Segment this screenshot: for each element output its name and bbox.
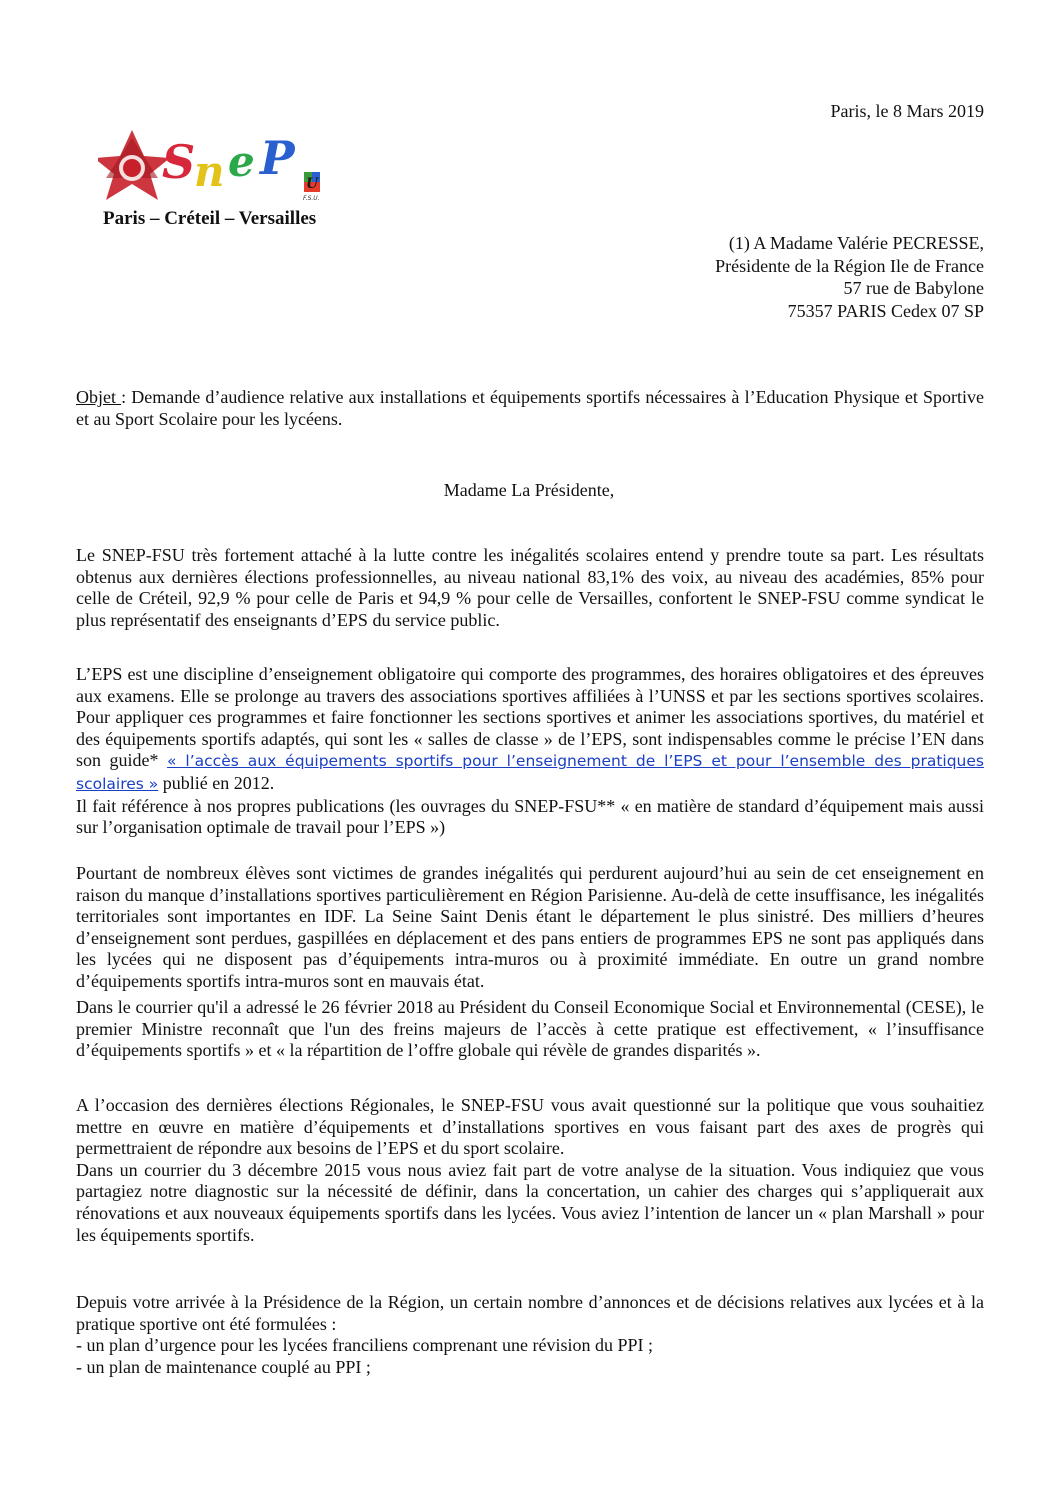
recipient-line: 57 rue de Babylone [843,278,984,298]
salutation: Madame La Présidente, [443,480,615,500]
paragraph-text: Il fait référence à nos propres publications (les ouvrages du SNEP-FSU** « en matière de standard d’équipement mais aussi sur l’organisation optimale de travail pour l’EPS ») [76,795,984,838]
recipient-line: 75357 PARIS Cedex 07 SP [787,300,984,321]
svg-text:U: U [306,176,319,192]
paragraph-announcements [76,1292,984,1378]
organization-name: Paris – Créteil – Versailles [103,208,317,229]
recipient-line: Présidente de la Région Ile de France [715,255,984,276]
paragraph-text: Depuis votre arrivée à la Présidence de la Région, un certain nombre d’annonces et de décisions relatives aux lycées et à la pratique sportive ont été formulées : [76,1292,984,1334]
svg-text:F.S.U.: F.S.U. [303,195,320,202]
subject-line [76,387,984,430]
svg-text:P: P [260,131,295,185]
subject-text: : Demande d’audience relative aux installations et équipements sportifs nécessaires à l’Education Physique et Sportive et au Sport Scolaire pour les lycéens. [76,387,984,429]
paragraph-text: Dans un courrier du 3 décembre 2015 vous nous aviez fait part de votre analyse de la situation. Vous indiquiez que vous partagiez notre diagnostic sur la nécessité de définir, dans la concertation, un cahier des charges qui s’appliquerait aux rénovations et aux nouveaux équipements sportifs dans les lycées. Vous aviez l’intention de lancer un « plan Marshall » pour les équipements sportifs. [76,1159,984,1245]
svg-text:n: n [194,147,225,196]
paragraph-representation: Le SNEP-FSU très fortement attaché à la lutte contre les inégalités scolaires entend y prendre toute sa part. Les résultats obtenus aux dernières élections professionnelles, au niveau national 83,1% des voix, au niveau des académies, 85% pour celle de Créteil, 92,9 % pour celle de Paris et 94,9 % pour celle de Versailles, confortent le SNEP-FSU comme syndicat le plus représentatif des enseignants d’EPS du service public. [76,545,984,630]
snep-logo [98,128,328,204]
subject-label: Objet [76,387,122,407]
guide-link[interactable]: « l’accès aux équipements sportifs pour l’enseignement de l’EPS et pour l’ensemble des pratiques scolaires » [76,752,984,793]
list-item: - un plan de maintenance couplé au PPI ; [76,1356,371,1377]
paragraph-inequalities: Pourtant de nombreux élèves sont victimes de grandes inégalités qui perdurent aujourd’hui au sein de cet enseignement en raison du manque d’installations sportives particulièrement en Région Parisienne. Au-delà de cette insuffisance, les inégalités territoriales sont importantes en IDF. La Seine Saint Denis étant le département le plus sinistré. Des milliers d’heures d’enseignement sont perdues, gaspillées en déplacement et des pans entiers de programmes EPS ne sont pas appliqués dans les lycées qui ne disposent pas d’équipements intra-muros ou à proximité immédiate. En outre un grand nombre d’équipements sportifs intra-muros sont en mauvais état. [76,863,984,991]
svg-text:S: S [162,135,196,189]
paragraph-cese-letter: Dans le courrier qu'il a adressé le 26 février 2018 au Président du Conseil Economique Social et Environnemental (CESE), le premier Ministre reconnaît que l'un des freins majeurs de l’accès à cette pratique est effectivement, « l’insuffisance d’équipements sportifs » et « la répartition de l’offre globale qui révèle de grandes disparités ». [76,997,984,1061]
list-item: - un plan d’urgence pour les lycées franciliens comprenant une révision du PPI ; [76,1335,654,1356]
svg-text:e: e [228,137,255,186]
paragraph-eps-discipline [76,664,984,839]
snep-logo-icon [98,128,328,204]
paragraph-text: A l’occasion des dernières élections Régionales, le SNEP-FSU vous avait questionné sur la politique que vous souhaitiez mettre en œuvre en matière d’équipements et d’installations sportives en vous faisant part des axes de progrès qui permettraient de répondre aux besoins de l’EPS et du sport scolaire. [76,1095,984,1159]
paragraph-text: L’EPS est une discipline d’enseignement obligatoire qui comporte des programmes, des horaires obligatoires et des épreuves aux examens. Elle se prolonge au travers des associations sportives affiliées à l’UNSS et par les sections sportives scolaires. Pour appliquer ces programmes et faire fonctionner les sections sportives et animer les associations sportives, du matériel et des équipements sportifs adaptés, qui sont les « salles de classe » de l’EPS, sont indispensables comme le précise l’EN dans son guide* [76,664,984,771]
recipient-address [715,232,984,322]
recipient-line: (1) A Madame Valérie PECRESSE, [728,233,984,253]
paragraph-regional-elections [76,1095,984,1246]
paragraph-text: publié en 2012. [158,772,275,793]
letter-date: Paris, le 8 Mars 2019 [830,101,984,121]
